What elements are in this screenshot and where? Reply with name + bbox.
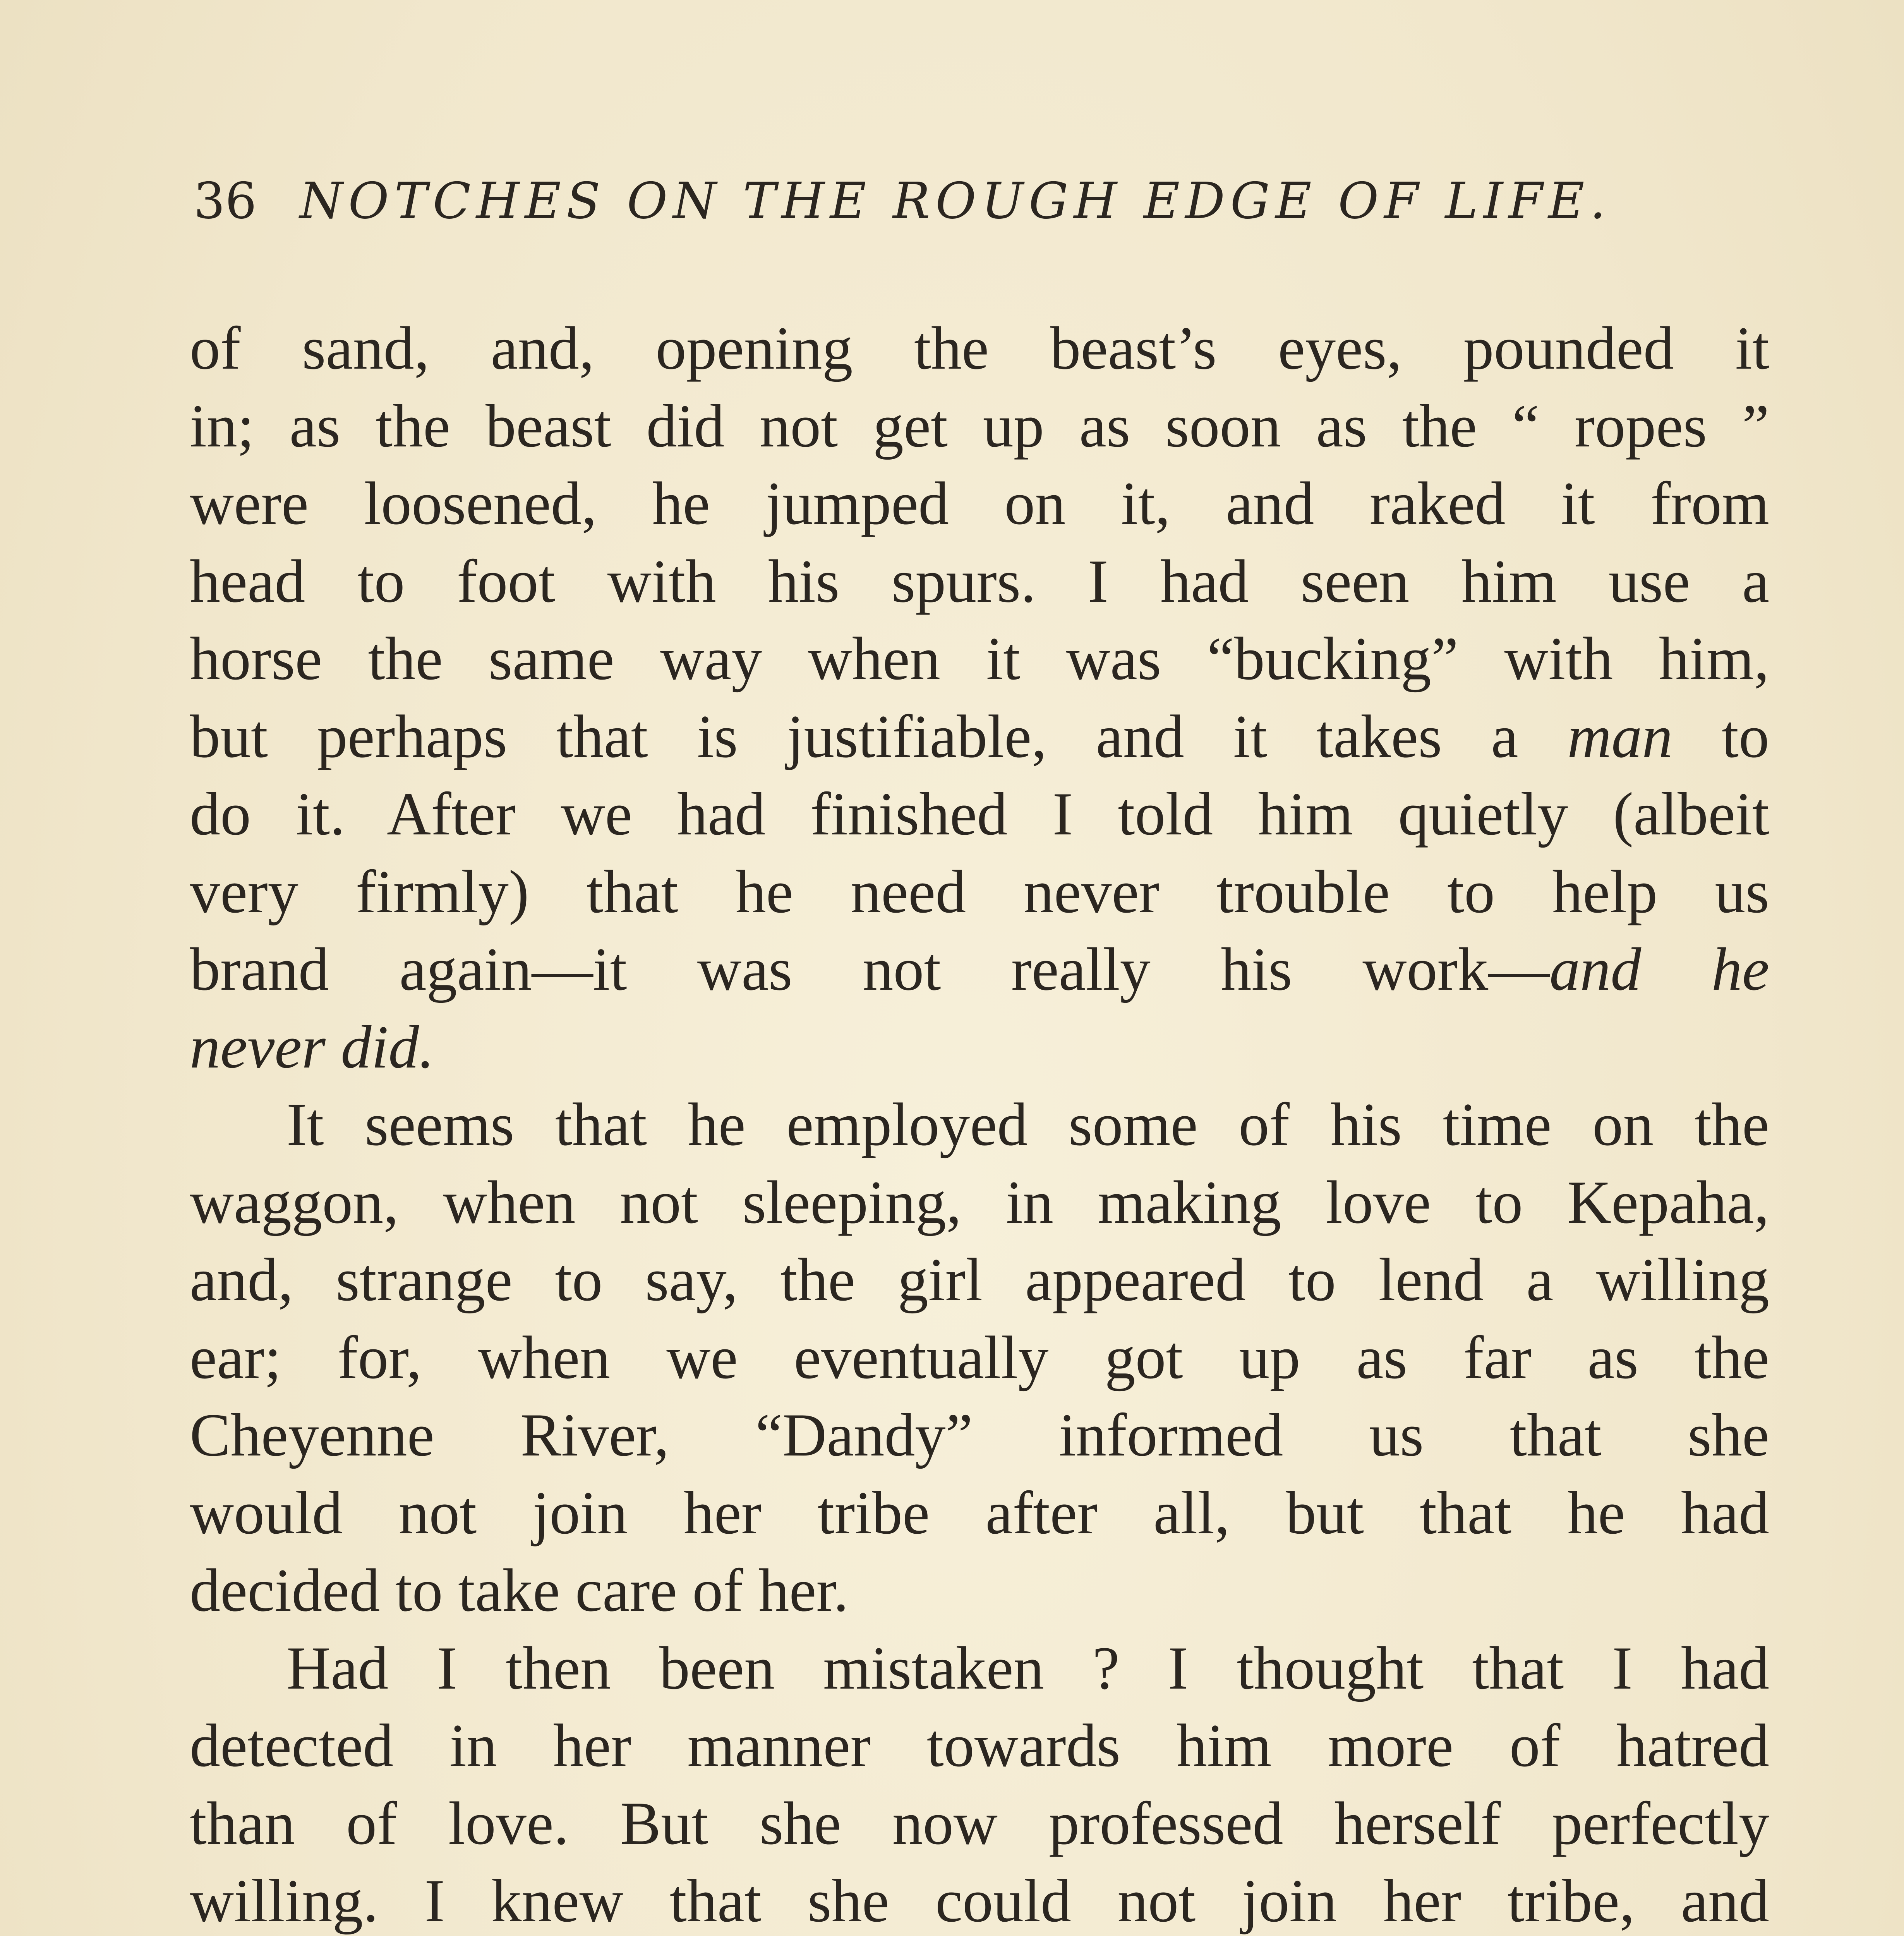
text-line: than of love. But she now professed herself perfectly xyxy=(190,1789,1769,1857)
text-line: detected in her manner towards him more of hatred xyxy=(190,1712,1769,1780)
text-line: willing. I knew that she could not join her tribe, and xyxy=(190,1867,1769,1935)
italic-segment: never did. xyxy=(190,1013,434,1081)
text-line: do it. After we had finished I told him quietly (albeit xyxy=(190,780,1769,848)
text-segment: brand again—it was not really his work— xyxy=(190,935,1550,1003)
text-segment: but perhaps that is justifiable, and it takes a xyxy=(190,702,1568,771)
running-header xyxy=(194,170,1703,232)
text-line: very firmly) that he need never trouble to help us xyxy=(190,858,1769,926)
text-line xyxy=(190,698,1769,776)
body-text xyxy=(190,310,1769,1936)
text-line: waggon, when not sleeping, in making love to Kepaha, xyxy=(190,1168,1769,1236)
text-line: in; as the beast did not get up as soon as the “ ropes ” xyxy=(190,392,1769,460)
italic-segment: man xyxy=(1567,702,1673,771)
text-line: It seems that he employed some of his time on the xyxy=(286,1091,1769,1159)
text-line: would not join her tribe after all, but that he had xyxy=(190,1479,1769,1547)
text-line: ear; for, when we eventually got up as far as the xyxy=(190,1323,1769,1392)
text-line xyxy=(190,1009,1769,1086)
italic-segment: and he xyxy=(1549,935,1769,1003)
text-line: were loosened, he jumped on it, and raked it from xyxy=(190,470,1769,537)
page-number: 36 xyxy=(194,172,257,230)
text-line: and, strange to say, the girl appeared to lend a willing xyxy=(190,1246,1769,1314)
text-line: of sand, and, opening the beast’s eyes, pounded it xyxy=(190,314,1769,382)
text-segment: to xyxy=(1672,702,1769,771)
text-line: head to foot with his spurs. I had seen him use a xyxy=(190,547,1769,615)
text-line: decided to take care of her. xyxy=(190,1557,849,1624)
text-line xyxy=(190,931,1769,1009)
text-line: Had I then been mistaken ? I thought that I had xyxy=(286,1634,1769,1702)
running-title: NOTCHES ON THE ROUGH EDGE OF LIFE. xyxy=(299,172,1611,230)
text-line: horse the same way when it was “bucking” with him, xyxy=(190,625,1769,693)
text-line: Cheyenne River, “Dandy” informed us that she xyxy=(190,1401,1769,1469)
